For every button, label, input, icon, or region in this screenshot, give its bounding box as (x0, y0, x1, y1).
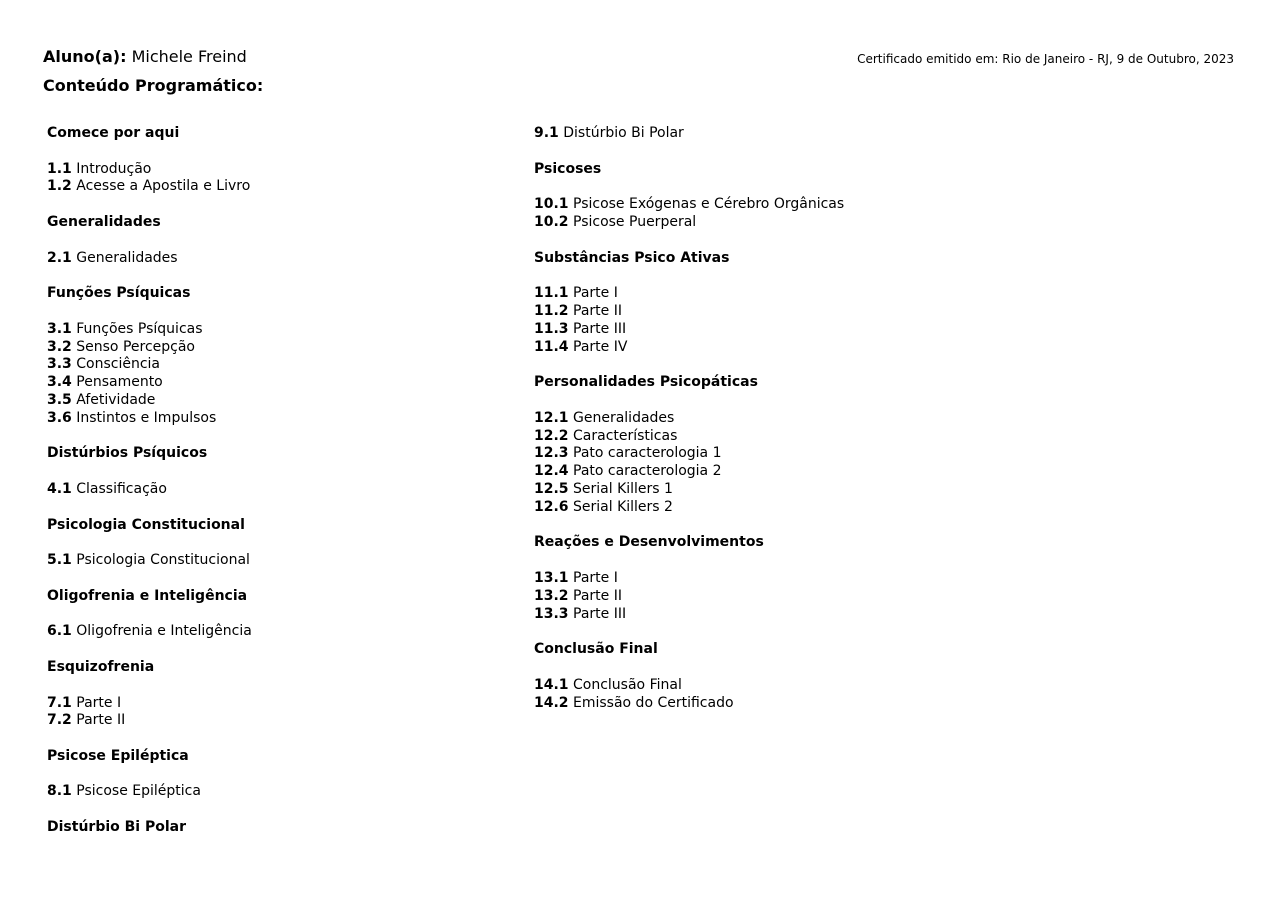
lesson-item (47, 481, 507, 499)
lesson-title: Pensamento (76, 374, 163, 391)
lesson-number: 4.1 (47, 480, 72, 497)
program-title: Conteúdo Programático: (43, 76, 264, 95)
lesson-number: 13.1 (534, 569, 569, 586)
module-title: Generalidades (47, 213, 161, 230)
lesson-title: Generalidades (573, 409, 675, 426)
lesson-title: Parte III (573, 320, 627, 337)
lesson-title: Psicose Exógenas e Cérebro Orgânicas (573, 196, 845, 213)
lesson-title: Parte II (573, 302, 622, 319)
lesson-item (534, 428, 1234, 446)
lesson-title: Serial Killers 1 (573, 480, 673, 497)
module (534, 641, 1234, 712)
module-title: Esquizofrenia (47, 658, 155, 675)
lesson-item (534, 463, 1234, 481)
module (47, 517, 507, 570)
lesson-title: Psicologia Constitucional (76, 552, 250, 569)
module (47, 819, 507, 837)
lesson-title: Acesse a Apostila e Livro (76, 178, 251, 195)
lesson-number: 12.4 (534, 463, 569, 480)
lesson-number: 14.2 (534, 694, 569, 711)
content-column-right (534, 125, 1234, 730)
lesson-item (47, 392, 507, 410)
lesson-item (534, 677, 1234, 695)
lesson-number: 12.3 (534, 445, 569, 462)
lesson-title: Introdução (76, 160, 152, 177)
module-title: Oligofrenia e Inteligência (47, 587, 248, 604)
lesson-item (534, 606, 1234, 624)
lesson-number: 2.1 (47, 249, 72, 266)
content-column-left (47, 125, 507, 855)
lesson-item (47, 356, 507, 374)
lesson-title: Parte II (76, 712, 126, 729)
lesson-number: 11.4 (534, 338, 569, 355)
lesson-item (47, 321, 507, 339)
lesson-item (534, 695, 1234, 713)
lesson-number: 14.1 (534, 676, 569, 693)
lesson-item (534, 445, 1234, 463)
lesson-item (534, 570, 1234, 588)
lesson-item (534, 499, 1234, 517)
lesson-number: 11.2 (534, 302, 569, 319)
lesson-item (534, 321, 1234, 339)
lesson-item (47, 695, 507, 713)
lesson-number: 8.1 (47, 783, 72, 800)
lesson-item (534, 214, 1234, 232)
lesson-title: Senso Percepção (76, 338, 195, 355)
module-title: Funções Psíquicas (47, 285, 191, 302)
lesson-title: Funções Psíquicas (76, 320, 203, 337)
lesson-title: Consciência (76, 356, 161, 373)
module (534, 250, 1234, 357)
lesson-number: 7.2 (47, 712, 72, 729)
lesson-item (47, 623, 507, 641)
student-label: Aluno(a): (43, 47, 127, 66)
lesson-number: 10.2 (534, 213, 569, 230)
module-title: Reações e Desenvolvimentos (534, 534, 764, 551)
lesson-number: 3.6 (47, 409, 72, 426)
module (534, 374, 1234, 516)
lesson-number: 12.5 (534, 480, 569, 497)
lesson-title: Emissão do Certificado (573, 694, 734, 711)
issued-text: Certificado emitido em: Rio de Janeiro - RJ, 9 de Outubro, 2023 (857, 52, 1234, 66)
module-title: Distúrbios Psíquicos (47, 445, 208, 462)
lesson-number: 11.3 (534, 320, 569, 337)
lesson-item (47, 712, 507, 730)
lesson-title: Afetividade (76, 391, 156, 408)
lesson-item (534, 481, 1234, 499)
lesson-number: 6.1 (47, 623, 72, 640)
lesson-item (534, 285, 1234, 303)
lesson-number: 12.1 (534, 409, 569, 426)
lesson-number: 3.1 (47, 320, 72, 337)
lesson-item (47, 161, 507, 179)
lesson-title: Parte I (573, 285, 618, 302)
lesson-item (534, 588, 1234, 606)
module-title: Distúrbio Bi Polar (47, 819, 187, 836)
lesson-item (534, 125, 1234, 143)
lesson-number: 5.1 (47, 552, 72, 569)
lesson-title: Parte II (573, 587, 622, 604)
module-title: Personalidades Psicopáticas (534, 374, 758, 391)
lesson-item (534, 410, 1234, 428)
module-title: Psicose Epiléptica (47, 747, 189, 764)
module (47, 659, 507, 730)
lesson-title: Características (573, 427, 678, 444)
lesson-number: 1.2 (47, 178, 72, 195)
lesson-item (534, 339, 1234, 357)
module-title: Conclusão Final (534, 641, 658, 658)
lesson-title: Pato caracterologia 1 (573, 445, 722, 462)
module-title: Substâncias Psico Ativas (534, 249, 730, 266)
lesson-number: 1.1 (47, 160, 72, 177)
module (47, 748, 507, 801)
lesson-title: Generalidades (76, 249, 178, 266)
module (47, 214, 507, 267)
module (47, 445, 507, 498)
lesson-number: 3.4 (47, 374, 72, 391)
lesson-item (47, 783, 507, 801)
lesson-item (47, 552, 507, 570)
lesson-number: 12.6 (534, 498, 569, 515)
lesson-title: Oligofrenia e Inteligência (76, 623, 252, 640)
lesson-title: Classificação (76, 480, 167, 497)
lesson-title: Serial Killers 2 (573, 498, 673, 515)
lesson-item (534, 196, 1234, 214)
lesson-number: 3.2 (47, 338, 72, 355)
lesson-item (47, 410, 507, 428)
module (534, 534, 1234, 623)
lesson-number: 10.1 (534, 196, 569, 213)
lesson-title: Psicose Epiléptica (76, 783, 201, 800)
lesson-title: Parte IV (573, 338, 628, 355)
module-title: Psicoses (534, 160, 602, 177)
lesson-title: Pato caracterologia 2 (573, 463, 722, 480)
lesson-title: Distúrbio Bi Polar (563, 125, 684, 141)
module (47, 125, 507, 196)
lesson-title: Instintos e Impulsos (76, 409, 217, 426)
lesson-number: 9.1 (534, 125, 559, 141)
lesson-title: Parte III (573, 605, 627, 622)
lesson-number: 13.2 (534, 587, 569, 604)
module (47, 285, 507, 427)
lesson-item (47, 250, 507, 268)
lesson-title: Psicose Puerperal (573, 213, 697, 230)
lesson-title: Parte I (76, 694, 122, 711)
student-line (43, 47, 247, 67)
lesson-item (47, 374, 507, 392)
module (534, 125, 1234, 143)
lesson-number: 13.3 (534, 605, 569, 622)
module-title: Psicologia Constitucional (47, 516, 245, 533)
lesson-number: 11.1 (534, 285, 569, 302)
lesson-item (534, 303, 1234, 321)
student-name: Michele Freind (131, 47, 247, 66)
module (47, 588, 507, 641)
lesson-item (47, 339, 507, 357)
lesson-number: 12.2 (534, 427, 569, 444)
module-title: Comece por aqui (47, 125, 180, 141)
module (534, 161, 1234, 232)
lesson-number: 3.3 (47, 356, 72, 373)
lesson-number: 7.1 (47, 694, 72, 711)
lesson-item (47, 178, 507, 196)
lesson-number: 3.5 (47, 391, 72, 408)
lesson-title: Conclusão Final (573, 676, 682, 693)
lesson-title: Parte I (573, 569, 618, 586)
